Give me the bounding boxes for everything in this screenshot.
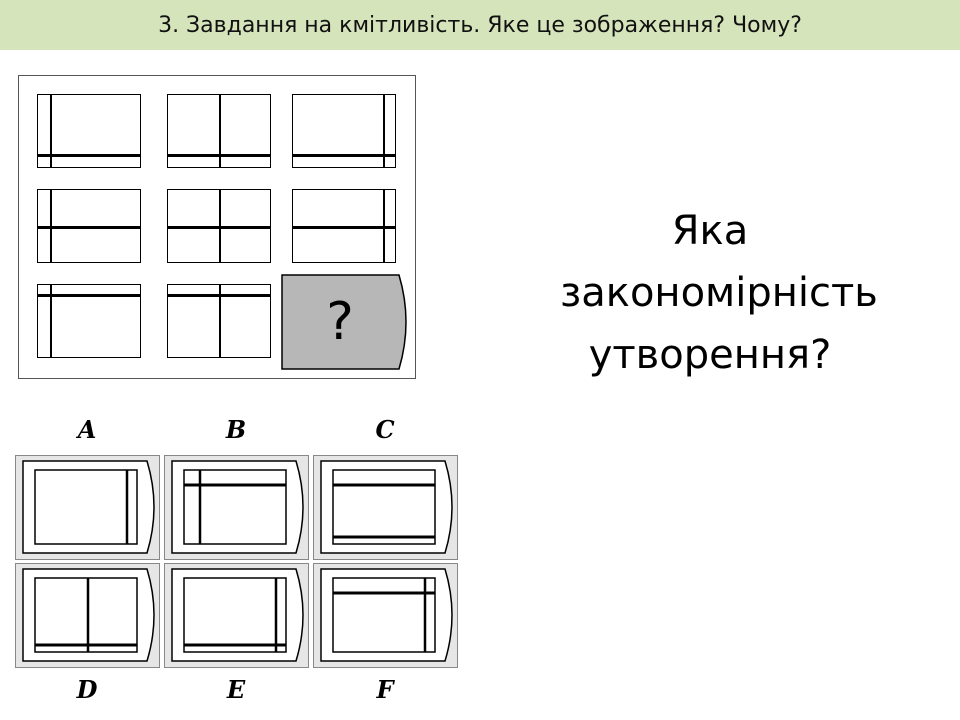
horizontal-line [38,226,140,229]
horizontal-line [38,294,140,297]
option-tile-b[interactable] [164,455,309,560]
option-tile-shape [321,461,452,553]
matrix-cell [167,94,271,168]
question-mark: ? [326,292,354,352]
option-label-b: B [225,415,247,444]
option-tile-d[interactable] [15,563,160,668]
side-question [560,200,878,386]
matrix-cell [292,189,396,263]
option-tile-shape [172,461,303,553]
matrix-cell [37,94,141,168]
matrix-cell [292,94,396,168]
horizontal-line [38,154,140,157]
option-label-c: C [375,415,395,444]
horizontal-line [293,226,395,229]
matrix-cell [37,189,141,263]
matrix-cell [167,284,271,358]
option-tile-e[interactable] [164,563,309,668]
option-tile-shape [23,461,154,553]
horizontal-line [168,226,270,229]
slide-title: 3. Завдання на кмітливість. Яке це зображення? Чому? [0,0,960,50]
option-tile-shape [172,569,303,661]
matrix-cell [37,284,141,358]
option-tile-c[interactable] [313,455,458,560]
matrix-cell [167,189,271,263]
option-label-a: A [77,415,97,444]
side-question-line-2: закономірність [560,270,878,316]
option-label-d: D [76,675,98,704]
side-question-line-1: Яка [671,208,749,254]
option-tile-f[interactable] [313,563,458,668]
option-tile-shape [321,569,452,661]
horizontal-line [293,154,395,157]
option-label-e: E [226,675,246,704]
horizontal-line [168,294,270,297]
puzzle-matrix [18,75,416,379]
option-label-f: F [376,675,394,704]
horizontal-line [168,154,270,157]
side-question-line-3: утворення? [588,332,832,378]
option-tile-a[interactable] [15,455,160,560]
